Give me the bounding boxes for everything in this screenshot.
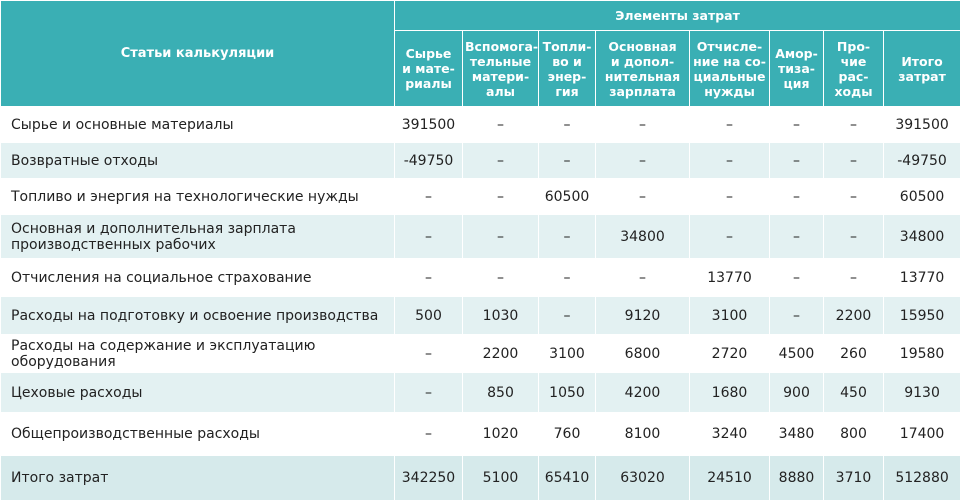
table-row (1, 215, 960, 259)
total-row (1, 456, 960, 501)
cell-value: 391500 (395, 107, 463, 143)
cell-value: – (539, 215, 596, 259)
cell-value: – (463, 143, 539, 179)
column-header: Амор- тиза- ция (770, 31, 824, 107)
cell-value: 2200 (463, 335, 539, 373)
cell-value: 34800 (884, 215, 960, 259)
column-header: Итого затрат (884, 31, 960, 107)
row-label: Отчисления на социальное страхование (1, 259, 395, 297)
table-row (1, 143, 960, 179)
cell-value: – (463, 215, 539, 259)
cell-value: 4500 (770, 335, 824, 373)
cell-value: 60500 (539, 179, 596, 215)
cell-value: 2200 (824, 297, 884, 335)
table-row (1, 413, 960, 456)
column-header: Про- чие рас- ходы (824, 31, 884, 107)
cell-value: – (539, 297, 596, 335)
cell-value: – (824, 179, 884, 215)
cell-value: 8100 (596, 413, 690, 456)
cell-value: – (770, 107, 824, 143)
cell-value: – (824, 143, 884, 179)
cell-value: 342250 (395, 456, 463, 501)
cell-value: 512880 (884, 456, 960, 501)
row-header: Статьи калькуляции (1, 1, 395, 107)
cell-value: – (395, 335, 463, 373)
cell-value: – (395, 215, 463, 259)
cell-value: -49750 (395, 143, 463, 179)
cell-value: 6800 (596, 335, 690, 373)
cell-value: – (770, 215, 824, 259)
cell-value: 760 (539, 413, 596, 456)
cell-value: 60500 (884, 179, 960, 215)
row-label: Общепроизводственные расходы (1, 413, 395, 456)
cell-value: – (690, 179, 770, 215)
cell-value: 15950 (884, 297, 960, 335)
column-header: Сырье и мате- риалы (395, 31, 463, 107)
cell-value: 13770 (690, 259, 770, 297)
table-row (1, 259, 960, 297)
row-label: Расходы на подготовку и освоение производства (1, 297, 395, 335)
cell-value: – (395, 413, 463, 456)
cell-value: – (824, 107, 884, 143)
cell-value: 500 (395, 297, 463, 335)
cell-value: 4200 (596, 373, 690, 413)
cell-value: – (395, 179, 463, 215)
cell-value: – (770, 297, 824, 335)
cell-value: – (770, 179, 824, 215)
column-header: Топли- во и энер- гия (539, 31, 596, 107)
cell-value: 260 (824, 335, 884, 373)
cell-value: 34800 (596, 215, 690, 259)
cell-value: – (596, 107, 690, 143)
cell-value: 1030 (463, 297, 539, 335)
cell-value: 9120 (596, 297, 690, 335)
cell-value: – (596, 143, 690, 179)
cell-value: 3710 (824, 456, 884, 501)
cell-value: – (395, 259, 463, 297)
cell-value: – (690, 143, 770, 179)
row-label: Возвратные отходы (1, 143, 395, 179)
cell-value: – (463, 179, 539, 215)
table-row (1, 107, 960, 143)
cell-value: 3100 (690, 297, 770, 335)
cell-value: – (770, 143, 824, 179)
cell-value: 19580 (884, 335, 960, 373)
row-label: Итого затрат (1, 456, 395, 501)
cell-value: 9130 (884, 373, 960, 413)
cell-value: 3480 (770, 413, 824, 456)
cell-value: 65410 (539, 456, 596, 501)
cell-value: 1050 (539, 373, 596, 413)
cell-value: 63020 (596, 456, 690, 501)
cell-value: – (596, 259, 690, 297)
cell-value: 17400 (884, 413, 960, 456)
cell-value: – (824, 259, 884, 297)
cell-value: 3240 (690, 413, 770, 456)
cell-value: 1680 (690, 373, 770, 413)
column-header: Вспомога- тельные матери- алы (463, 31, 539, 107)
cell-value: 2720 (690, 335, 770, 373)
table-row (1, 179, 960, 215)
cell-value: 900 (770, 373, 824, 413)
row-label: Основная и дополнительная зарплата производственных рабочих (1, 215, 395, 259)
cell-value: – (395, 373, 463, 413)
cell-value: -49750 (884, 143, 960, 179)
row-label: Цеховые расходы (1, 373, 395, 413)
table-row (1, 373, 960, 413)
cell-value: 800 (824, 413, 884, 456)
cell-value: – (539, 143, 596, 179)
cell-value: 8880 (770, 456, 824, 501)
cell-value: – (539, 107, 596, 143)
cell-value: 5100 (463, 456, 539, 501)
cell-value: 1020 (463, 413, 539, 456)
cell-value: 391500 (884, 107, 960, 143)
cell-value: – (539, 259, 596, 297)
row-label: Сырье и основные материалы (1, 107, 395, 143)
cell-value: 13770 (884, 259, 960, 297)
cell-value: – (463, 107, 539, 143)
cell-value: – (690, 107, 770, 143)
cell-value: 24510 (690, 456, 770, 501)
cell-value: 3100 (539, 335, 596, 373)
table-row (1, 335, 960, 373)
cell-value: 850 (463, 373, 539, 413)
cell-value: 450 (824, 373, 884, 413)
group-header: Элементы затрат (395, 1, 960, 31)
column-header: Отчисле- ние на со- циальные нужды (690, 31, 770, 107)
cell-value: – (770, 259, 824, 297)
table-row (1, 297, 960, 335)
row-label: Расходы на содержание и эксплуатацию оборудования (1, 335, 395, 373)
cell-value: – (824, 215, 884, 259)
cell-value: – (463, 259, 539, 297)
cell-value: – (690, 215, 770, 259)
cell-value: – (596, 179, 690, 215)
column-header: Основная и допол- нительная зарплата (596, 31, 690, 107)
row-label: Топливо и энергия на технологические нужды (1, 179, 395, 215)
